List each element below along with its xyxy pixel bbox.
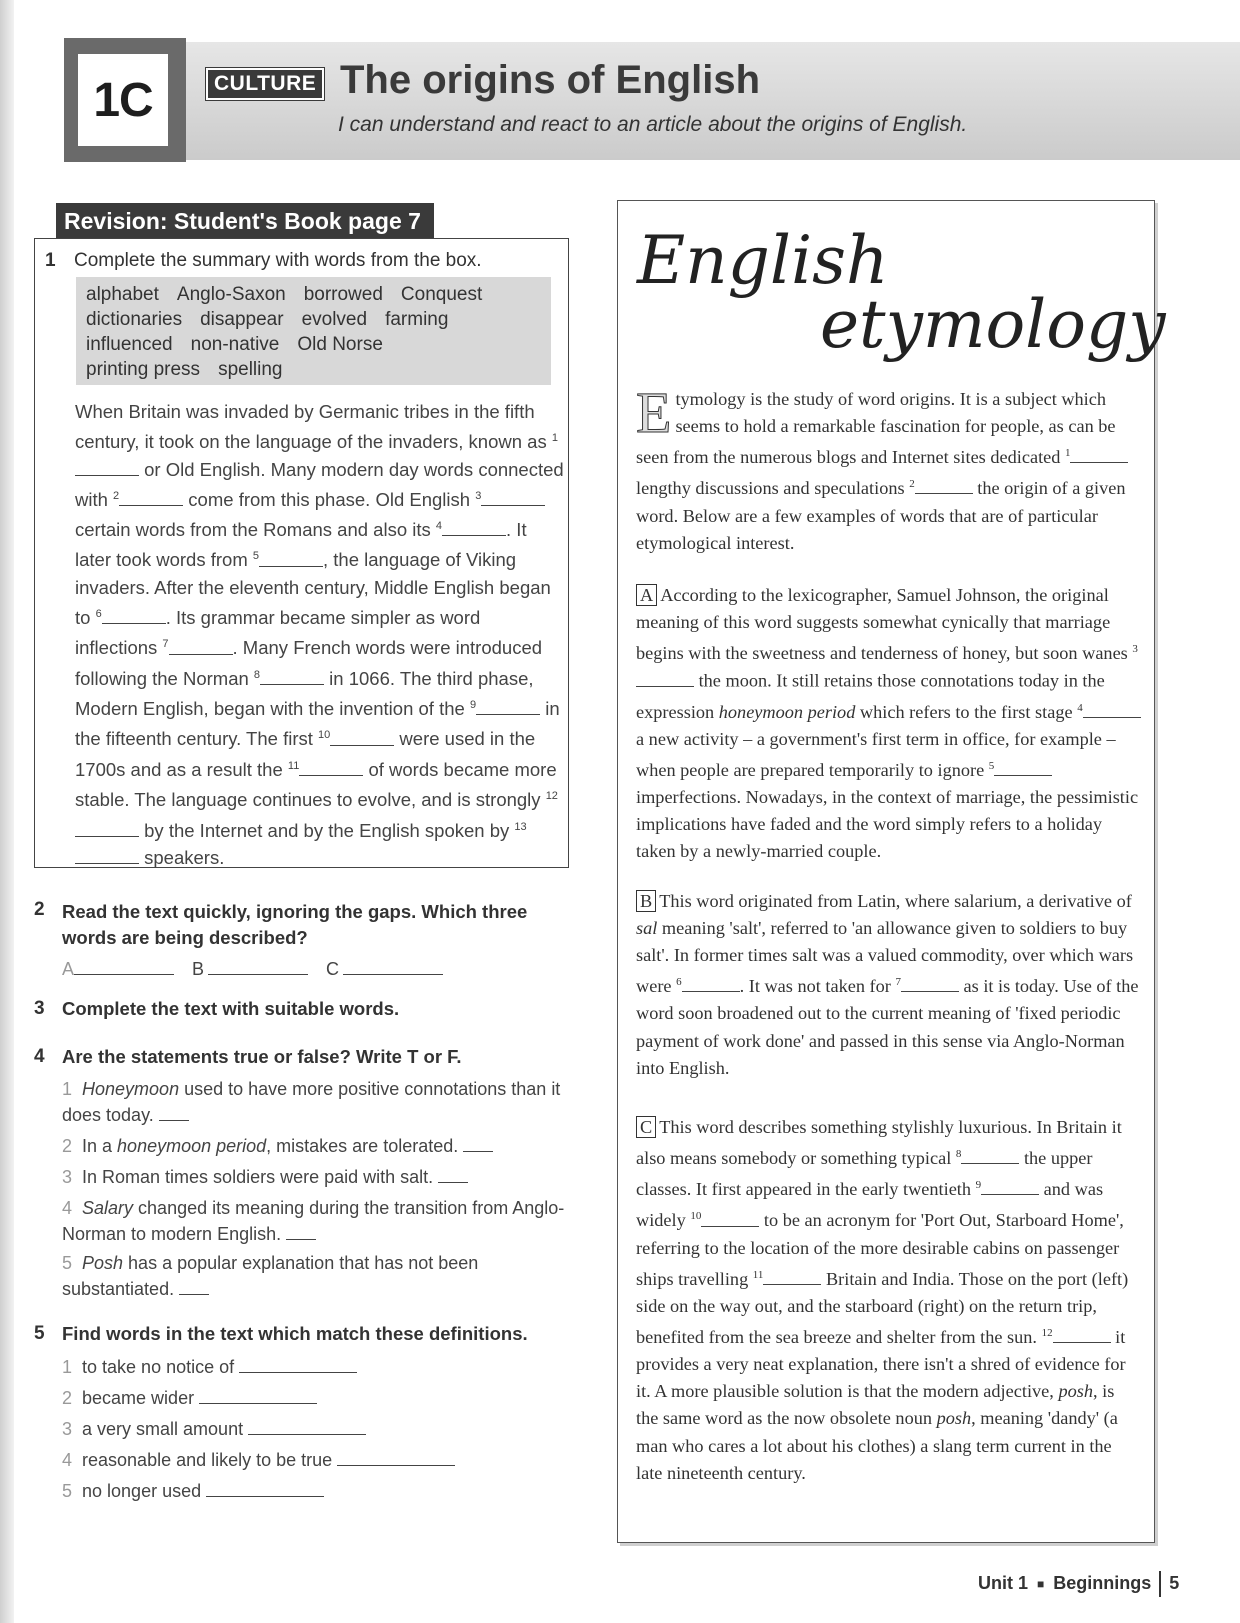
ex4-item: 1 Honeymoon used to have more positive connotations than it does today. <box>62 1079 561 1125</box>
article-paragraph-b: B This word originated from Latin, where salarium, a derivative of sal meaning 'salt', referred to 'an allowance given to soldiers to buy salt'. In former times salt was a valued commodity, over which wars were $^6$ . It was not taken for $^7$ as it is today. Use of the word soon broadened out to the current meaning of 'fixed periodic payment of work done' and passed in this sense via Anglo-Norman into English. <box>636 891 1139 1078</box>
answer-gap[interactable] <box>75 844 139 864</box>
answer-gap[interactable] <box>438 1164 468 1183</box>
exercise-instruction: Complete the text with suitable words. <box>62 998 400 1019</box>
paragraph-label: C <box>636 1116 656 1138</box>
footer-section: Beginnings <box>1053 1572 1152 1593</box>
exercise-number: 5 <box>34 1323 45 1344</box>
answer-gap[interactable] <box>248 1416 366 1435</box>
word-item: Conquest <box>400 284 483 305</box>
word-item: disappear <box>200 309 284 330</box>
page-footer <box>978 1571 1179 1597</box>
answer-gap[interactable] <box>981 1176 1039 1195</box>
answer-gap[interactable] <box>169 635 233 655</box>
answer-gap[interactable] <box>299 757 363 777</box>
word-item: printing press <box>86 359 201 380</box>
footer-bullet: ■ <box>1037 1577 1045 1591</box>
exercise-instruction: Complete the summary with words from the box. <box>74 250 482 271</box>
exercise-instruction: Are the statements true or false? Write T or F. <box>62 1046 462 1067</box>
word-row <box>86 334 383 356</box>
exercise-number: 3 <box>34 998 45 1019</box>
ex4-item: 5 Posh has a popular explanation that has not been substantiated. <box>62 1253 479 1299</box>
answer-gap[interactable] <box>481 486 545 506</box>
answer-gap[interactable] <box>1053 1324 1111 1343</box>
ex2-answer-line: A B C <box>62 956 443 982</box>
article-title-line2: etymology <box>820 286 1166 363</box>
page-subtitle: I can understand and react to an article about the origins of English. <box>338 113 968 136</box>
word-item: spelling <box>218 359 283 380</box>
answer-gap[interactable] <box>337 1447 455 1466</box>
answer-gap[interactable] <box>206 1478 324 1497</box>
summary-text: When Britain was invaded by Germanic tribes in the fifth century, it took on the language of the invaders, known as $^1$ or Old English. Many modern day words connected with $^2$ come from this phase. Old English $^3$ certain words from the Romans and also its $^4$ . It later took words from $^5$ , the language of Viking invaders. After the eleventh century, Middle English began to $^6$ . Its grammar became simpler as word inflections $^7$ . Many French words were introduced following the Norman $^8$ in 1066. The third phase, Modern English, began with the invention of the $^9$ in the fifteenth century. The first $^{10}$ were used in the 1700s and as a result the $^{11}$ of words became more stable. The language continues to evolve, and is strongly $^{12}$ by the Internet and by the English spoken by $^{13}$ speakers. <box>75 401 564 868</box>
answer-gap[interactable] <box>1083 699 1141 718</box>
answer-gap[interactable] <box>159 1102 189 1121</box>
answer-gap[interactable] <box>994 757 1052 776</box>
answer-gap[interactable] <box>74 956 174 975</box>
answer-gap[interactable] <box>239 1354 357 1373</box>
answer-gap[interactable] <box>259 547 323 567</box>
article-paragraph-a: A According to the lexicographer, Samuel Johnson, the original meaning of this word suggests somewhat cynically that marriage begins with the sweetness and tenderness of honey, but soon wanes $^3$ the moon. It still retains those connotations today in the expression honeymoon period which refers to the first stage $^4$ a new activity – a government's first term in office, for example – when people are prepared temporarily to ignore $^5$ imperfections. Nowadays, in the context of marriage, the pessimistic implications have faded and the word simply refers to a holiday taken by a newly-married couple. <box>636 582 1141 866</box>
answer-gap[interactable] <box>463 1133 493 1152</box>
answer-gap[interactable] <box>961 1145 1019 1164</box>
page-binding-shadow <box>0 0 14 1623</box>
ex5-item: 3 a very small amount <box>62 1416 366 1442</box>
word-item: Anglo-Saxon <box>176 284 286 305</box>
answer-gap[interactable] <box>102 605 166 625</box>
article-intro: Etymology is the study of word origins. It is a subject which seems to hold a remarkable fascination for people, as can be seen from the numerous blogs and Internet sites dedicated $^1$ lengthy discussions and speculations $^2$ the origin of a given word. Below are a few examples of words that are of particular etymological interest. <box>636 386 1141 557</box>
answer-gap[interactable] <box>476 696 540 716</box>
word-item: farming <box>385 309 449 330</box>
word-row <box>86 309 448 331</box>
exercise-instruction: Read the text quickly, ignoring the gaps. Which three words are being described? <box>62 901 528 948</box>
answer-gap[interactable] <box>208 956 308 975</box>
article-title-line1: English <box>637 222 889 299</box>
ex5-item: 5 no longer used <box>62 1478 324 1504</box>
answer-gap[interactable] <box>763 1266 821 1285</box>
answer-gap[interactable] <box>682 973 740 992</box>
ex5-item: 1 to take no notice of <box>62 1354 357 1380</box>
word-item: dictionaries <box>86 309 183 330</box>
answer-gap[interactable] <box>199 1385 317 1404</box>
answer-gap[interactable] <box>442 517 506 537</box>
revision-tab: Revision: Student's Book page 7 <box>56 203 434 239</box>
ex5-item: 2 became wider <box>62 1385 317 1411</box>
answer-gap[interactable] <box>179 1276 209 1295</box>
word-item: borrowed <box>303 284 383 305</box>
word-item: alphabet <box>86 284 159 305</box>
answer-gap[interactable] <box>119 486 183 506</box>
exercise-instruction: Find words in the text which match these definitions. <box>62 1323 528 1344</box>
word-item: evolved <box>301 309 368 330</box>
answer-gap[interactable] <box>75 456 139 476</box>
word-item: non-native <box>190 334 280 355</box>
paragraph-label: B <box>636 890 656 912</box>
article-paragraph-c: C This word describes something stylishly luxurious. In Britain it also means somebody or something typical $^8$ the upper classes. It first appeared in the early twentieth $^9$ and was widely $^{10}$ to be an acronym for 'Port Out, Starboard Home', referring to the location of the more desirable cabins on passenger ships travelling $^{11}$ Britain and India. Those on the port (left) side on the way out, and the starboard (right) on the return trip, benefited from the sea breeze and shelter from the sun. $^{12}$ it provides a very neat explanation, there isn't a shred of evidence for it. A more plausible solution is that the modern adjective, posh, is the same word as the now obsolete noun posh, meaning 'dandy' (a man who cares a lot about his clothes) a slang term current in the late nineteenth century. <box>636 1117 1129 1483</box>
ex4-item: 3 In Roman times soldiers were paid with salt. <box>62 1164 582 1190</box>
answer-gap[interactable] <box>901 973 959 992</box>
paragraph-label: A <box>636 584 657 606</box>
exercise-number: 1 <box>45 250 56 271</box>
footer-divider <box>1159 1571 1161 1597</box>
answer-gap[interactable] <box>343 956 443 975</box>
word-row <box>86 284 482 306</box>
answer-gap[interactable] <box>636 667 694 686</box>
answer-gap[interactable] <box>75 817 139 837</box>
footer-unit: Unit 1 <box>978 1572 1029 1593</box>
answer-gap[interactable] <box>1070 444 1128 463</box>
ex4-item: 2 In a honeymoon period, mistakes are tolerated. <box>62 1133 582 1159</box>
answer-gap[interactable] <box>286 1221 316 1240</box>
answer-gap[interactable] <box>260 665 324 685</box>
ex4-item: 4 Salary changed its meaning during the transition from Anglo-Norman to modern English. <box>62 1198 565 1244</box>
answer-gap[interactable] <box>330 726 394 746</box>
answer-gap[interactable] <box>701 1207 759 1226</box>
drop-cap: E <box>636 380 672 445</box>
ex5-item: 4 reasonable and likely to be true <box>62 1447 455 1473</box>
exercise-number: 2 <box>34 899 45 920</box>
unit-code: 1C <box>78 54 168 146</box>
word-item: Old Norse <box>297 334 383 355</box>
word-row <box>86 359 283 381</box>
word-item: influenced <box>86 334 173 355</box>
answer-gap[interactable] <box>915 475 973 494</box>
section-tag: CULTURE <box>206 68 324 100</box>
page-title: The origins of English <box>340 58 760 102</box>
page-number: 5 <box>1169 1572 1180 1593</box>
unit-badge <box>64 38 186 162</box>
exercise-number: 4 <box>34 1046 45 1067</box>
